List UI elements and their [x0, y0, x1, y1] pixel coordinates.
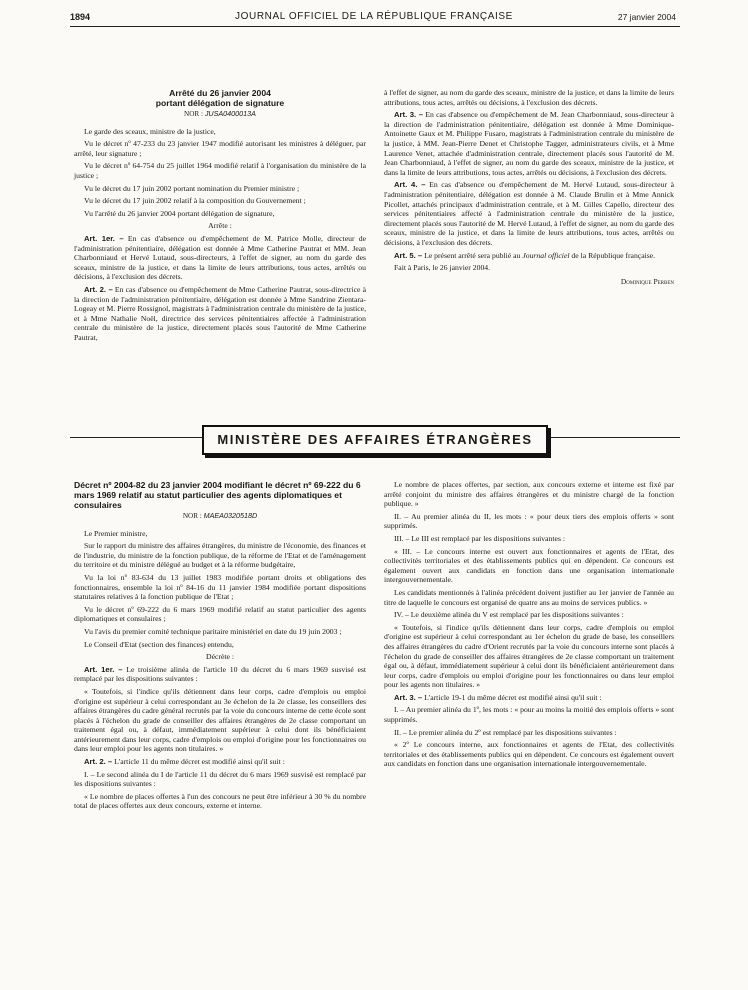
decret-right-para-9: II. – Le premier alinéa du 2º est remplacé par les dispositions suivantes :	[394, 727, 617, 737]
decret-right-para-2: II. – Au premier alinéa du II, les mots : « pour deux tiers des emplois offerts » sont supprimés.	[384, 511, 674, 531]
decret-preamble-3: Vu la loi nº 83-634 du 13 juillet 1983 modifiée portant droits et obligations des fonctionnaires, ensemble la loi nº 84-16 du 11 janvier 1984 modifiée portant dispositions statutaires relatives à la fonction publique de l'Etat ;	[74, 572, 366, 602]
arrete-nor: NOR : JUSA0400013A	[184, 109, 256, 118]
decret-right-para-7: « Toutefois, si l'indice qu'ils détiennent dans leur corps, cadre d'emplois ou emploi d'origine est supérieur à celui correspondant au 1er échelon du grade de base, les conseillers des affaires étrangères du cadre d'Orient recrutés par la voie du concours interne sont placés à l'échelon du grade de conseiller des affaires étrangères de 2e classe comportant un traitement égal ou, à défaut, immédiatement supérieur à celui dont ils bénéficiaient antérieurement dans leur corps, cadre d'emplois ou emploi d'origine pour les fonctionnaires ou dans leur emploi pour les agents non titulaires. »	[384, 622, 674, 690]
arrete-fait: Fait à Paris, le 26 janvier 2004.	[394, 263, 491, 273]
decret-left-column	[74, 480, 366, 814]
arrete-preamble-5: Vu le décret du 17 juin 2002 relatif à la composition du Gouvernement ;	[84, 196, 306, 206]
decret-article-1-quote: « Toutefois, si l'indice qu'ils détiennent dans leur corps, cadre d'emplois ou emploi d'origine est supérieur à celui correspondant au 3e échelon de la 2e classe, les conseillers des affaires étrangères du cadre général recrutés par la voie du concours interne de cette école sont placés à l'échelon du grade de conseiller des affaires étrangères de 2e classe comportant un traitement égal ou, à défaut, immédiatement supérieur à celui dont ils bénéficiaient antérieurement dans leur corps, cadre d'emplois ou emploi d'origine pour les fonctionnaires ou dans leur emploi pour les agents non titulaires. »	[74, 686, 366, 754]
arrete-article-3: Art. 3. – En cas d'absence ou d'empêchement de M. Jean Charbonniaud, sous-directeur à la direction de l'administration pénitentiaire, délégation est donnée à Mme Dominique-Antoinette Gaux et M. Philippe Fusaro, magistrats à l'administration centrale du ministère de la justice, à MM. Jean-Pierre Denet et Christophe Tagger, administrateurs civils, et à Mme Laurence Venet, attachée d'administration centrale, directement placés sous l'autorité de M. Jean Charbonniaud, à l'effet de signer, au nom du garde des sceaux, ministre de la justice, et dans la limite de leurs attributions, tous actes, arrêtés ou décisions, à l'exclusion des décrets.	[384, 110, 675, 177]
decret-article-2: Art. 2. – L'article 11 du même décret est modifié ainsi qu'il suit :	[84, 757, 285, 767]
decret-article-3: Art. 3. – L'article 19-1 du même décret est modifié ainsi qu'il suit :	[394, 692, 602, 702]
decret-preamble-5: Vu l'avis du premier comité technique paritaire ministériel en date du 19 juin 2003 ;	[84, 626, 342, 636]
decret-preamble-6: Le Conseil d'Etat (section des finances) entendu,	[84, 639, 234, 649]
ministry-heading: MINISTÈRE DES AFFAIRES ÉTRANGÈRES	[202, 425, 548, 455]
decret-right-para-1: Le nombre de places offertes, par section, aux concours externe et interne est fixé par arrêté conjoint du ministre des affaires étrangères et du ministre chargé de la fonction publique. »	[384, 480, 674, 509]
arrete-preamble-1: Le garde des sceaux, ministre de la justice,	[84, 126, 216, 136]
decret-right-para-4: « III. – Le concours interne est ouvert aux fonctionnaires et agents de l'Etat, des collectivités territoriales et des établissements publics qui en dépendent. Ce concours est également ouvert aux candidats en fonction dans une organisation internationale intergouvernementale.	[384, 546, 674, 585]
arrete-preamble-3: Vu le décret nº 64-754 du 25 juillet 1964 modifié relatif à l'organisation du ministère de la justice ;	[74, 161, 366, 180]
arrete-preamble-2: Vu le décret nº 47-233 du 23 janvier 1947 modifié autorisant les ministres à déléguer, par arrêté, leur signature ;	[74, 139, 366, 158]
arrete-title-line2: portant délégation de signature	[155, 98, 285, 108]
decret-nor: NOR : MAEA0320518D	[182, 511, 258, 520]
arrete-preamble-4: Vu le décret du 17 juin 2002 portant nomination du Premier ministre ;	[84, 183, 300, 193]
journal-title: JOURNAL OFFICIEL DE LA RÉPUBLIQUE FRANÇAISE	[235, 11, 513, 22]
decret-nor-code: MAEA0320518D	[203, 511, 258, 520]
issue-date: 27 janvier 2004	[617, 12, 676, 22]
page-number: 1894	[70, 12, 91, 22]
decret-article-1: Art. 1er. – Le troisième alinéa de l'article 10 du décret du 6 mars 1969 susvisé est remplacé par les dispositions suivantes :	[74, 664, 366, 684]
decret-preamble-1: Le Premier ministre,	[84, 528, 148, 538]
decret-right-para-6: IV. – Le deuxième alinéa du V est remplacé par les dispositions suivantes :	[394, 610, 624, 620]
decret-right-para-8: I. – Au premier alinéa du 1º, les mots : « pour au moins la moitié des emplois offerts » sont supprimés.	[384, 705, 674, 725]
decret-article-2-quote: « Le nombre de places offertes à l'un des concours ne peut être inférieur à 30 % du nombre total de places offertes aux deux concours, externe et interne.	[74, 791, 366, 811]
decrete-word: Décrète :	[206, 652, 234, 662]
decret-preamble-4: Vu le décret nº 69-222 du 6 mars 1969 modifié relatif au statut particulier des agents diplomatiques et consulaires ;	[74, 604, 366, 624]
arrete-signature: Dominique Perben	[620, 276, 674, 286]
arrete-preamble-6: Vu l'arrêté du 26 janvier 2004 portant délégation de signature,	[84, 208, 275, 218]
ministry-rule-left	[70, 437, 202, 438]
decret-title: Décret nº 2004-82 du 23 janvier 2004 modifiant le décret nº 69-222 du 6 mars 1969 relatif au statut particulier des agents diplomatiques et consulaires	[74, 480, 361, 510]
decret-right-column	[384, 480, 674, 772]
decret-right-para-5: Les candidats mentionnés à l'alinéa précédent doivent justifier au 1er janvier de l'année au titre de laquelle le concours est organisé de quatre ans au moins de services publics. »	[384, 587, 674, 607]
header-rule	[70, 26, 680, 27]
arrete-article-5: Art. 5. – Le présent arrêté sera publié au Journal officiel de la République française.	[394, 250, 656, 260]
arrete-word: Arrête :	[208, 221, 232, 231]
decret-article-2-i: I. – Le second alinéa du I de l'article 11 du décret du 6 mars 1969 susvisé est remplacé par les dispositions suivantes :	[74, 769, 366, 789]
arrete-left-column	[74, 88, 366, 345]
decret-right-para-3: III. – Le III est remplacé par les dispositions suivantes :	[394, 533, 565, 543]
arrete-nor-code: JUSA0400013A	[204, 109, 256, 118]
decret-preamble-2: Sur le rapport du ministre des affaires étrangères, du ministre de l'économie, des finances et de l'industrie, du ministre de la fonction publique, de la réforme de l'Etat et de l'aménagement du territoire et du ministre délégué au budget et à la réforme budgétaire,	[74, 541, 366, 570]
arrete-article-4: Art. 4. – En cas d'absence ou d'empêchement de M. Hervé Lutaud, sous-directeur à l'administration pénitentiaire, délégation est donnée à M. Claude Brulin et à Mme Annick Picollet, attachés principaux d'administration centrale, et à M. Gilles Capello, directeur des services pénitentiaires affecté à l'administration centrale du ministère de la justice, directement placés sous l'autorité de M. Hervé Lutaud, à l'effet de signer, au nom du garde des sceaux, ministre de la justice, et dans la limite de leurs attributions, tous actes, arrêtés ou décisions, à l'exclusion des décrets.	[384, 180, 675, 247]
arrete-title-line1: Arrêté du 26 janvier 2004	[169, 88, 271, 98]
ministry-rule-right	[546, 437, 680, 438]
arrete-article-2: Art. 2. – En cas d'absence ou d'empêchement de Mme Catherine Pautrat, sous-directrice à la direction de l'administration pénitentiaire, délégation est donnée à Mme Sandrine Zientara-Logeay et M. Pierre Rossignol, magistrats à l'administration centrale du ministère de la justice, et à Mme Nathalie Noël, directrice des services pénitentiaires affectée à l'administration centrale du ministère de la justice, directement placés sous l'autorité de Mme Catherine Pautrat,	[74, 284, 367, 342]
arrete-article-1: Art. 1er. – En cas d'absence ou d'empêchement de M. Patrice Molle, directeur de l'administration pénitentiaire, délégation est donnée à Mme Catherine Pautrat et MM. Jean Charbonniaud et Hervé Lutaud, sous-directeurs, à l'effet de signer, au nom du garde des sceaux, ministre de la justice, et dans la limite de leurs attributions, tous actes, arrêtés ou décisions, à l'exclusion des décrets.	[74, 233, 367, 282]
page-header	[0, 8, 748, 24]
arrete-right-column	[384, 88, 674, 286]
decret-right-para-10: « 2º Le concours interne, aux fonctionnaires et agents de l'Etat, des collectivités territoriales et des établissements publics qui en dépendent. Ce concours est également ouvert aux candidats en fonction dans une organisation internationale intergouvernementale.	[384, 740, 674, 769]
arrete-article-2-continued: à l'effet de signer, au nom du garde des sceaux, ministre de la justice, et dans la limite de leurs attributions, tous actes, arrêtés ou décisions, à l'exclusion des décrets.	[384, 88, 674, 107]
